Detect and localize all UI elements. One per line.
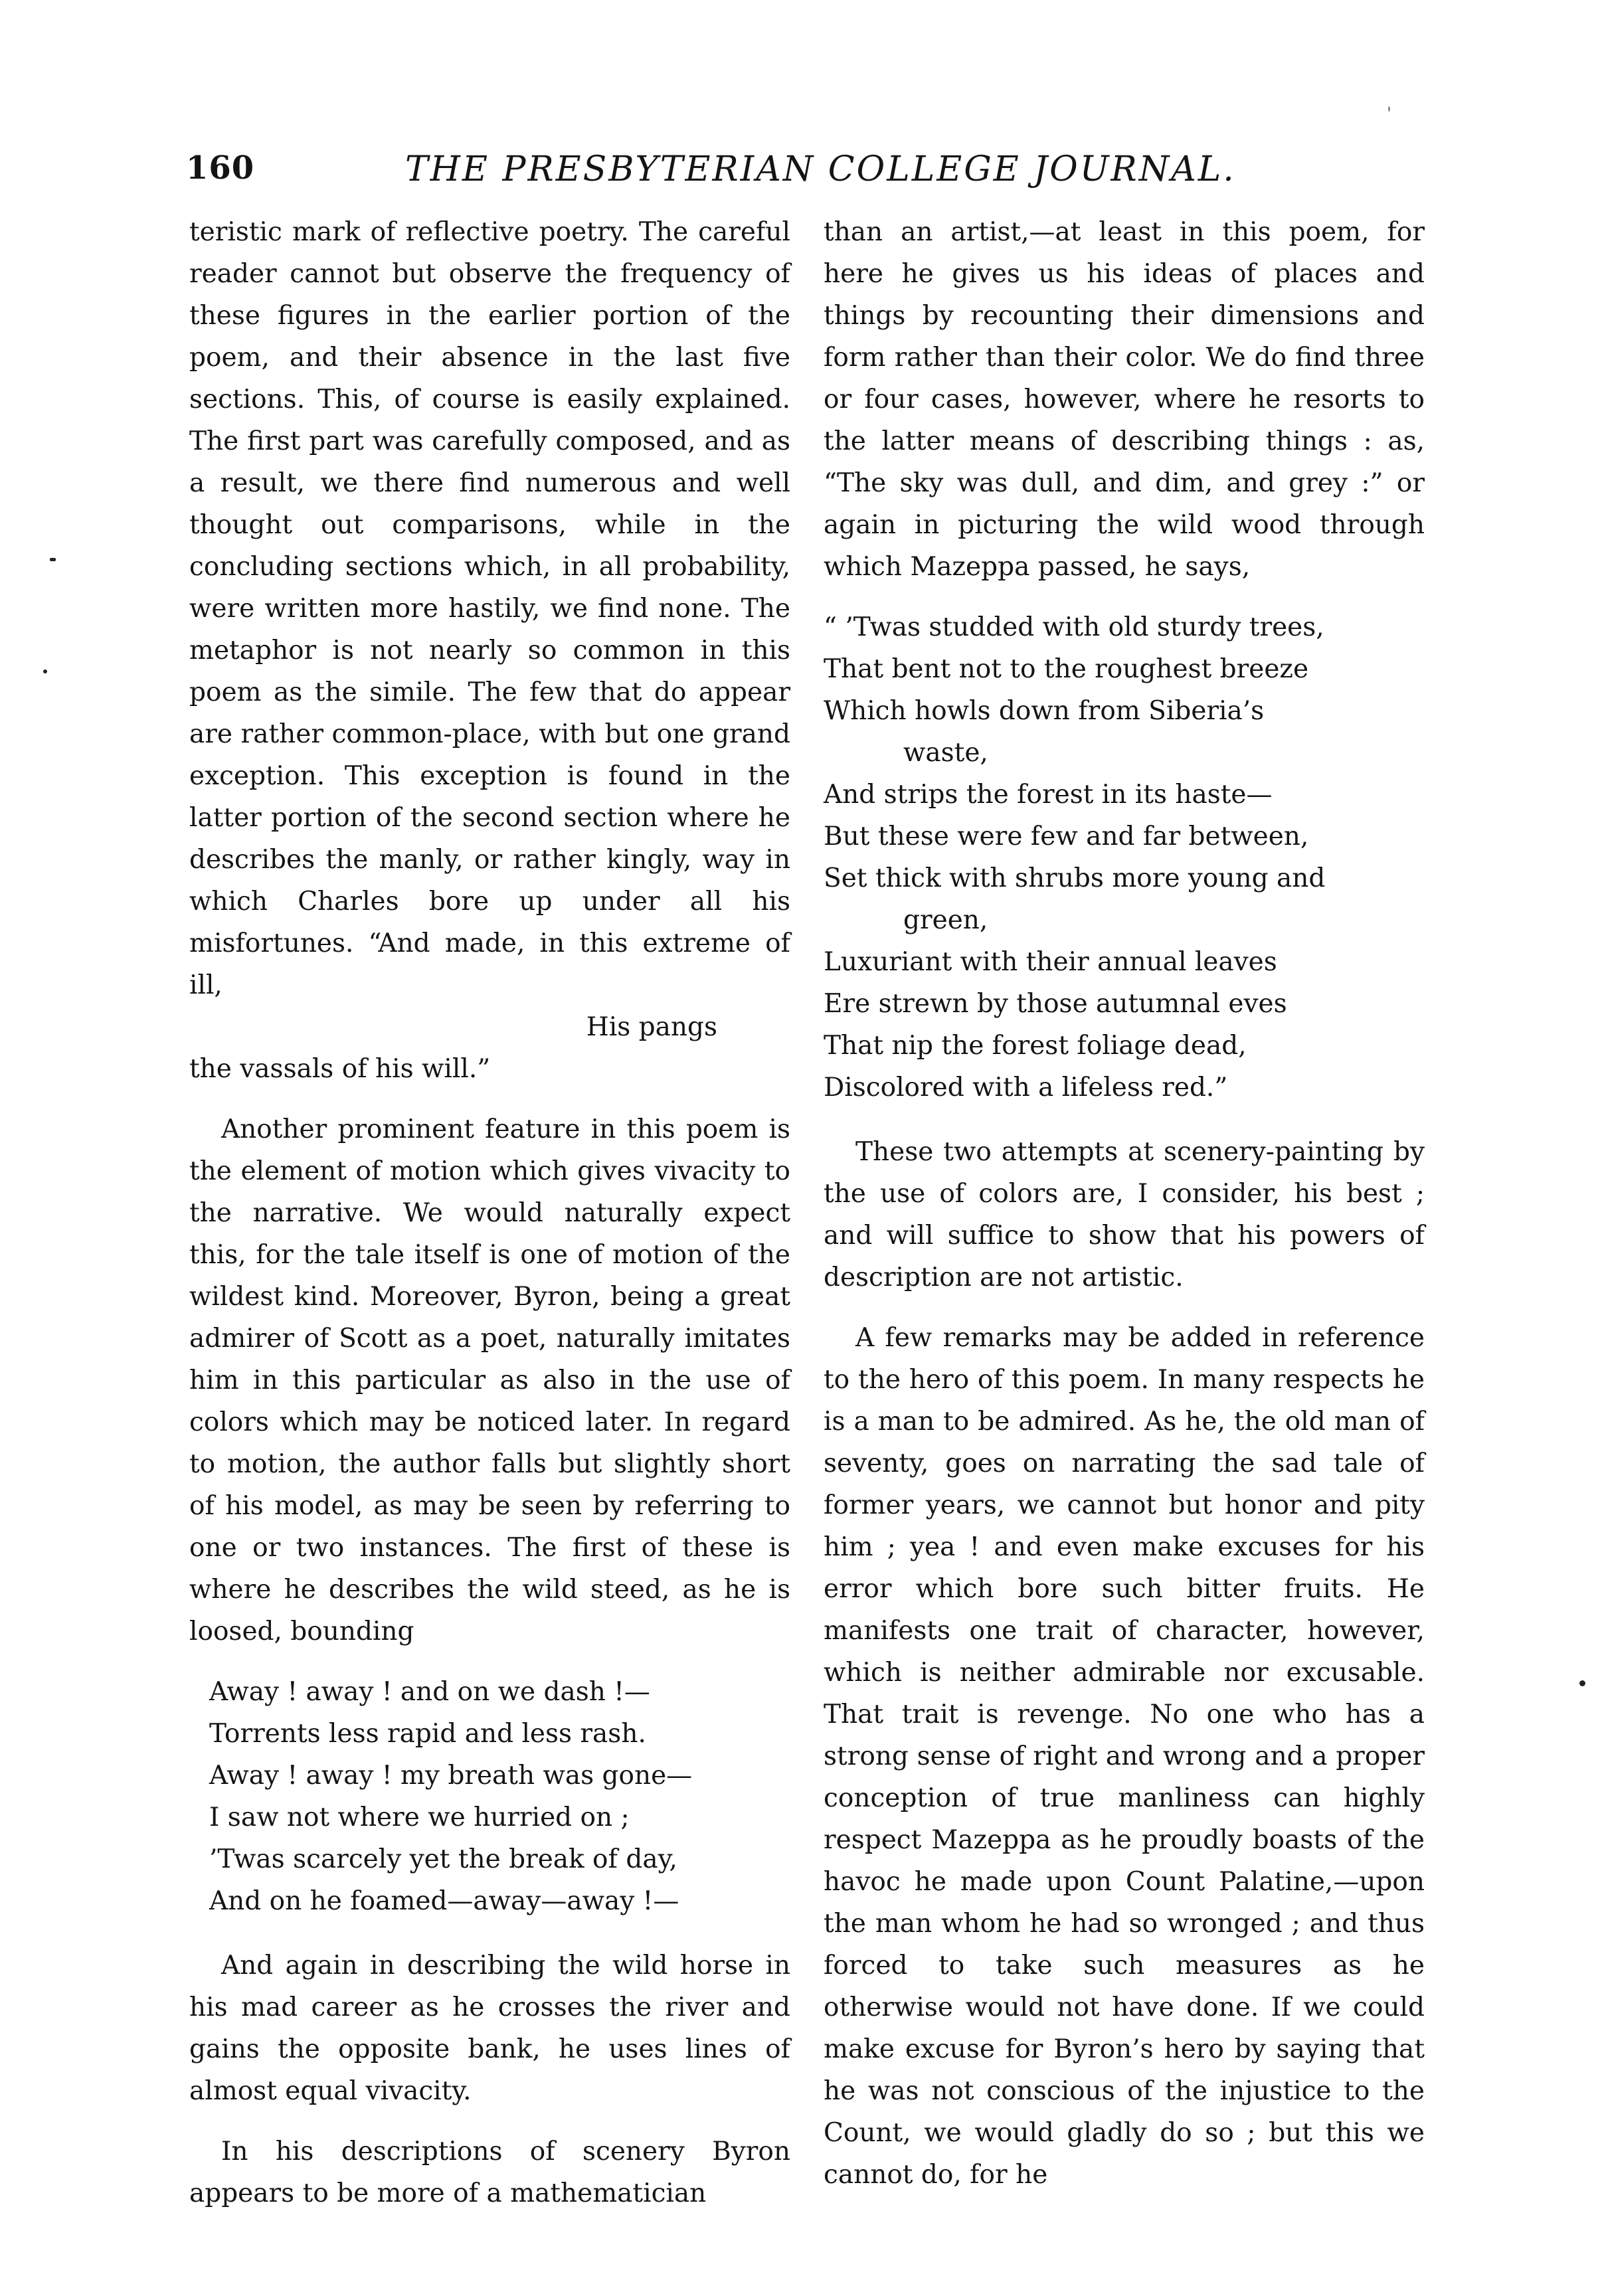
running-title: THE PRESBYTERIAN COLLEGE JOURNAL. bbox=[405, 149, 1236, 189]
page-header bbox=[186, 149, 1435, 196]
paragraph-reflective-poetry bbox=[189, 211, 790, 1090]
paragraph-motion: Another prominent feature in this poem is the element of motion which gives vivacity to the narrative. We would naturally expect this, for the tale itself is one of motion of the wildest kind. Moreover, Byron, being a great admirer of Scott as a poet, naturally imitates him in this particular as also in the use of colors which may be noticed later. In regard to motion, the author falls but slightly short of his model, as may be seen by referring to one or two instances. The first of these is where he describes the wild steed, as he is loosed, bounding bbox=[189, 1114, 790, 1646]
paragraph-colors: These two attempts at scenery-painting by the use of colors are, I consider, his best ; and will suffice to show that his powers of description are not artistic. bbox=[824, 1137, 1425, 1292]
poem-line: ’Twas scarcely yet the break of day, bbox=[209, 1844, 677, 1874]
poem-line: Away ! away ! and on we dash !— bbox=[209, 1677, 650, 1707]
poem-line: That bent not to the roughest breeze bbox=[824, 654, 1309, 684]
page-number: 160 bbox=[186, 149, 255, 187]
scan-speck bbox=[1388, 106, 1390, 112]
poem-line: And on he foamed—away—away !— bbox=[209, 1886, 679, 1916]
poem-line: Discolored with a lifeless red.” bbox=[824, 1073, 1228, 1103]
poem-line: I saw not where we hurried on ; bbox=[209, 1803, 630, 1832]
poem-line: Which howls down from Siberia’s bbox=[824, 696, 1265, 726]
poem-wild-wood bbox=[824, 606, 1425, 1108]
poem-line: Luxuriant with their annual leaves bbox=[824, 947, 1277, 977]
right-column bbox=[824, 211, 1425, 2214]
poem-line-turnover: waste, bbox=[903, 738, 988, 768]
poem-line: Set thick with shrubs more young and bbox=[824, 863, 1326, 893]
poem-line: Torrents less rapid and less rash. bbox=[209, 1719, 646, 1749]
poem-line: And strips the forest in its haste— bbox=[824, 780, 1273, 810]
poem-line: Away ! away ! my breath was gone— bbox=[209, 1761, 693, 1791]
quote-ending: the vassals of his will.” bbox=[189, 1054, 491, 1084]
paragraph-artist: than an artist,—at least in this poem, for here he gives us his ideas of places and things by recounting their dimensions and form rather than their color. We do find three or four cases, however, where he resorts to the latter means of describing things : as, “The sky was dull, and dim, and grey :” or again in picturing the wild wood through which Mazeppa passed, he says, bbox=[824, 217, 1425, 582]
poem-away-away bbox=[189, 1671, 790, 1922]
left-column bbox=[189, 211, 790, 2233]
poem-line: But these were few and far between, bbox=[824, 822, 1309, 851]
poem-line: “ ’Twas studded with old sturdy trees, bbox=[824, 612, 1324, 642]
quote-continuation: His pangs bbox=[586, 1012, 717, 1042]
scan-speck bbox=[43, 669, 47, 673]
paragraph-text: teristic mark of reflective poetry. The careful reader cannot but observe the frequency of these figures in the earlier portion of the poem, and their absence in the last five sections. This, of course is easily explained. The first part was carefully composed, and as a result, we there find numerous and well thought out comparisons, while in the concluding sections which, in all probability, were written more hastily, we find none. The metaphor is not nearly so common in this poem as the simile. The few that do appear are rather common-place, with but one grand exception. This exception is found in the latter portion of the second section where he describes the manly, or rather kingly, way in which Charles bore up under all his misfortunes. “And made, in this extreme of ill, bbox=[189, 217, 790, 1000]
poem-line: Ere strewn by those autumnal eves bbox=[824, 989, 1287, 1019]
poem-line: That nip the forest foliage dead, bbox=[824, 1031, 1247, 1061]
scan-speck bbox=[50, 558, 56, 561]
paragraph-wild-horse: And again in describing the wild horse in his mad career as he crosses the river and gains the opposite bank, he uses lines of almost equal vivacity. bbox=[189, 1951, 790, 2106]
paragraph-scenery: In his descriptions of scenery Byron appears to be more of a mathematician bbox=[189, 2137, 790, 2208]
paragraph-hero: A few remarks may be added in reference to the hero of this poem. In many respects he is a man to be admired. As he, the old man of seventy, goes on narrating the sad tale of former years, we cannot but honor and pity him ; yea ! and even make excuses for his error which bore such bitter fruits. He manifests one trait of character, however, which is neither admirable nor excusable. That trait is revenge. No one who has a strong sense of right and wrong and a proper conception of true manliness can highly respect Mazeppa as he proudly boasts of the havoc he made upon Count Palatine,—upon the man whom he had so wronged ; and thus forced to take such measures as he otherwise would not have done. If we could make excuse for Byron’s hero by saying that he was not conscious of the injustice to the Count, we would gladly do so ; but this we cannot do, for he bbox=[824, 1323, 1425, 2190]
poem-line-turnover: green, bbox=[903, 905, 988, 935]
scan-speck bbox=[1579, 1680, 1585, 1686]
